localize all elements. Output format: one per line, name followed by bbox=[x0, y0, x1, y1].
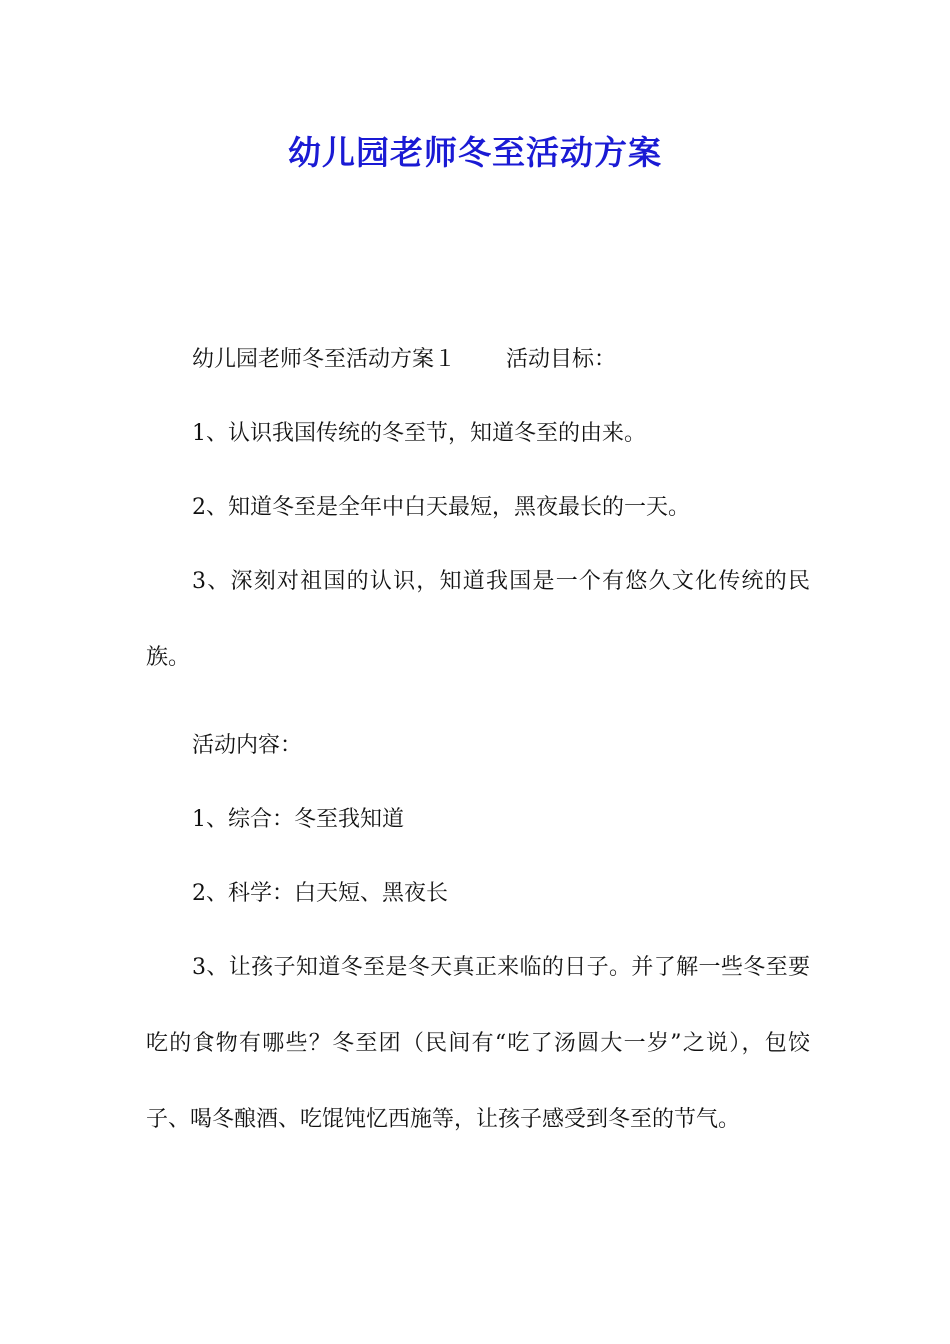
section-heading-line bbox=[146, 336, 810, 384]
section-heading: 幼儿园老师冬至活动方案１ bbox=[192, 347, 457, 372]
document-title: 幼儿园老师冬至活动方案 bbox=[288, 133, 662, 172]
content-heading: 活动内容： bbox=[192, 733, 303, 758]
content-item: 3、让孩子知道冬至是冬天真正来临的日子。并了解一些冬至要吃的食物有哪些？冬至团（民间有“吃了汤圆大一岁”之说），包饺子、喝冬酿酒、吃馄饨忆西施等，让孩子感受到冬至的节气。 bbox=[146, 955, 810, 1132]
document-body bbox=[146, 336, 810, 1184]
content-item: 1、综合：冬至我知道 bbox=[192, 807, 404, 832]
goal-item: 2、知道冬至是全年中白天最短，黑夜最长的一天。 bbox=[192, 495, 690, 520]
goal-item: 1、认识我国传统的冬至节，知道冬至的由来。 bbox=[192, 421, 646, 446]
goal-item: 3、深刻对祖国的认识，知道我国是一个有悠久文化传统的民族。 bbox=[146, 569, 810, 670]
goals-heading: 活动目标： bbox=[506, 347, 617, 372]
content-item: 2、科学：白天短、黑夜长 bbox=[192, 881, 448, 906]
